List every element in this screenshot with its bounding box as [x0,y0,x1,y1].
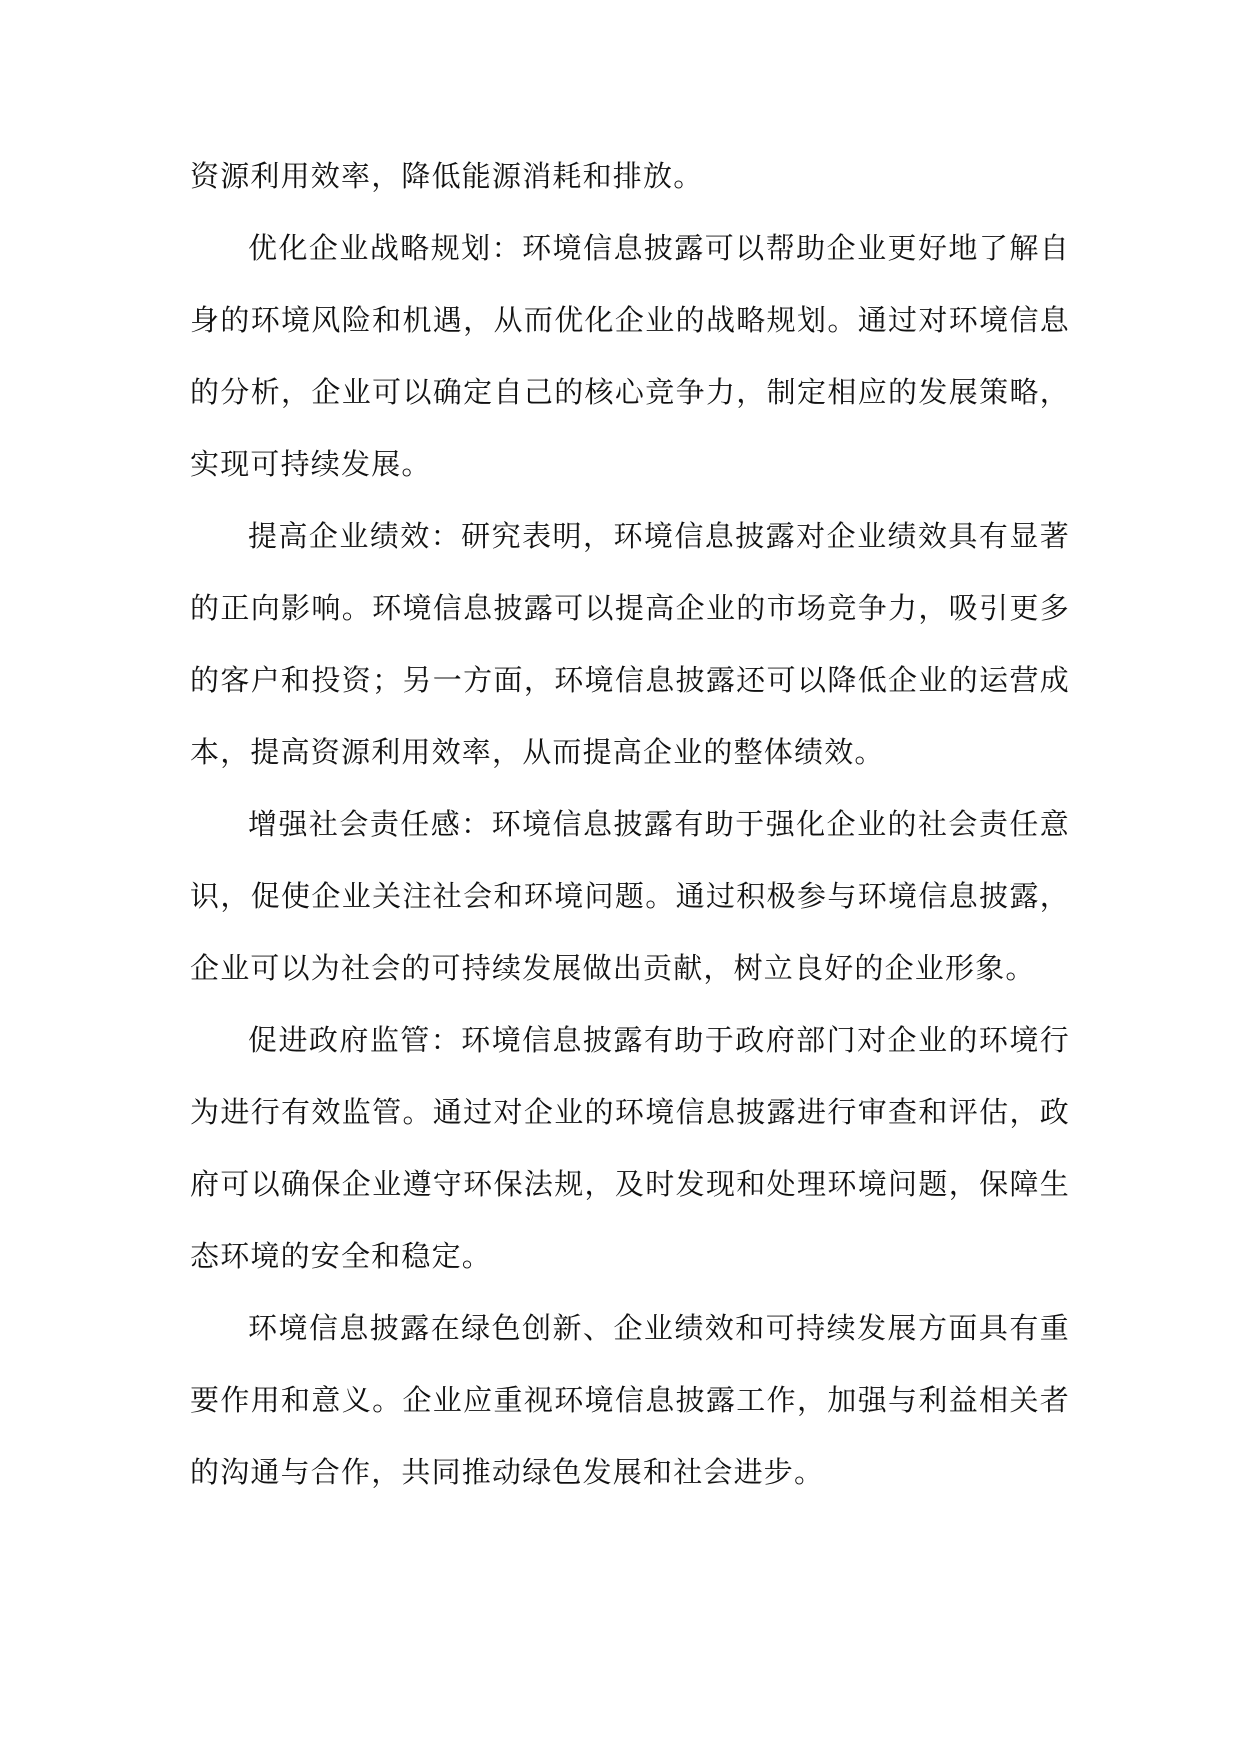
document-body [190,140,1070,1508]
paragraph-continuation: 资源利用效率，降低能源消耗和排放。 [190,159,704,193]
paragraph-strategy-planning: 优化企业战略规划：环境信息披露可以帮助企业更好地了解自身的环境风险和机遇，从而优化企业的战略规划。通过对环境信息的分析，企业可以确定自己的核心竞争力，制定相应的发展策略，实现可持续发展。 [190,231,1070,481]
paragraph-social-responsibility: 增强社会责任感：环境信息披露有助于强化企业的社会责任意识，促使企业关注社会和环境问题。通过积极参与环境信息披露，企业可以为社会的可持续发展做出贡献，树立良好的企业形象。 [190,807,1070,985]
paragraph-conclusion: 环境信息披露在绿色创新、企业绩效和可持续发展方面具有重要作用和意义。企业应重视环境信息披露工作，加强与利益相关者的沟通与合作，共同推动绿色发展和社会进步。 [190,1311,1070,1489]
paragraph-government-supervision: 促进政府监管：环境信息披露有助于政府部门对企业的环境行为进行有效监管。通过对企业的环境信息披露进行审查和评估，政府可以确保企业遵守环保法规，及时发现和处理环境问题，保障生态环境的安全和稳定。 [190,1023,1070,1273]
paragraph-performance: 提高企业绩效：研究表明，环境信息披露对企业绩效具有显著的正向影响。环境信息披露可以提高企业的市场竞争力，吸引更多的客户和投资；另一方面，环境信息披露还可以降低企业的运营成本，提高资源利用效率，从而提高企业的整体绩效。 [190,519,1070,769]
